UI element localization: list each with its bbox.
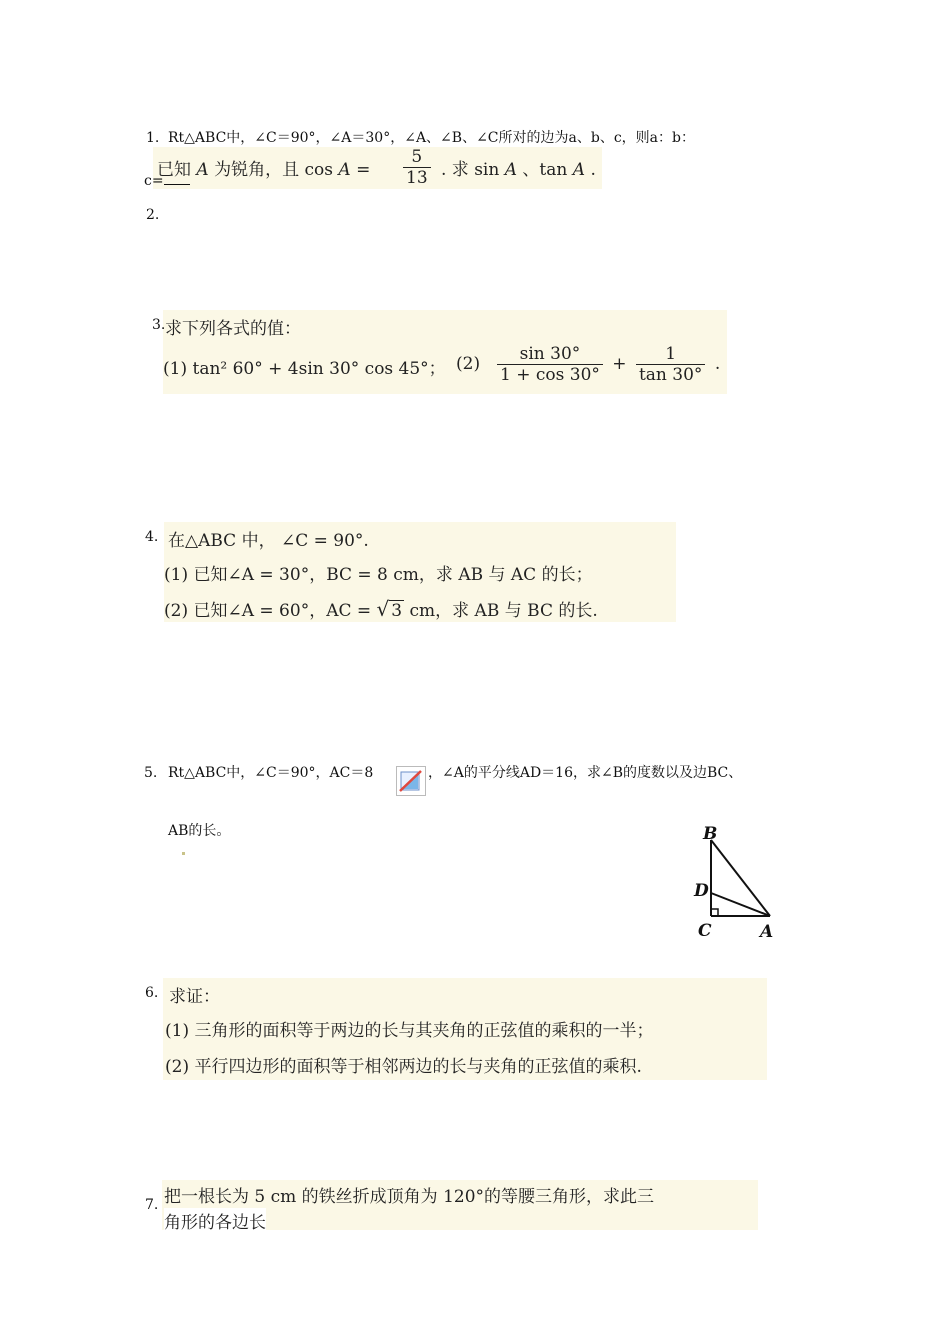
q1-var: A (196, 160, 209, 180)
q5-number: 5. (144, 765, 158, 781)
q1-scan-sep: 、tan (522, 160, 568, 180)
q6-number: 6. (145, 985, 159, 1001)
q6-line3: (2) 平行四边形的面积等于相邻两边的长与夹角的正弦值的乘积. (165, 1057, 642, 1077)
right-angle-mark (711, 909, 718, 916)
q7-number: 7. (145, 1197, 159, 1213)
q1-suffix: c= (144, 173, 164, 189)
q1-blank (164, 172, 190, 185)
q1-var: A (572, 160, 586, 180)
q1-answer (144, 172, 190, 190)
q1-scan-tail: . 求 sin (441, 160, 500, 180)
label-c: C (698, 921, 712, 941)
q3-fraction-1 (497, 344, 603, 385)
stray-dot (182, 852, 185, 855)
q3-f1-den: 1 + cos 30° (500, 365, 600, 385)
q6-scan (163, 978, 767, 1080)
triangle-figure (690, 822, 780, 944)
q1-text: Rt△ABC中，∠C＝90°，∠A＝30°，∠A、∠B、∠C所对的边为a、b、c，则a：b： (168, 130, 695, 146)
q4-line2: (1) 已知∠A = 30°，BC = 8 cm，求 AB 与 AC 的长； (164, 565, 593, 585)
q3-part2-label: (2) (456, 354, 481, 374)
q3-end: . (714, 354, 721, 374)
q1-var: A (338, 160, 351, 180)
q1-frac-num: 5 (403, 147, 431, 168)
q7-line2: 角形的各边长 (164, 1208, 266, 1233)
q3-f2-den: tan 30° (638, 365, 703, 385)
q3-f1-num: sin 30° (497, 344, 603, 365)
q4-line3: (2) 已知∠A = 60°，AC = √ 3 cm，求 AB 与 BC 的长. (164, 597, 598, 621)
label-a: A (760, 922, 774, 942)
q6-line1: 求证： (169, 987, 220, 1007)
q3-number: 3. (152, 317, 166, 333)
q5-text-a: Rt△ABC中，∠C＝90°，AC＝8 (168, 765, 374, 781)
q1-var: A (504, 160, 518, 180)
q7-scan (162, 1180, 758, 1233)
q1-scan-prefix: 已知 (157, 160, 191, 180)
q3-scan (163, 310, 727, 394)
q3-f2-num: 1 (636, 344, 705, 365)
q4-line3-b: cm，求 AB 与 BC 的长. (409, 601, 598, 621)
q3-fraction-2 (636, 344, 705, 385)
broken-image-icon (396, 766, 426, 796)
q4-sqrt: 3 (391, 601, 403, 621)
q4-number: 4. (145, 529, 159, 545)
q4-line1: 在△ABC 中， ∠C = 90°. (168, 531, 369, 551)
label-d: D (694, 881, 709, 901)
q1-number: 1. (146, 130, 160, 146)
q4-scan (164, 522, 676, 622)
q5-text-b: ，∠A的平分线AD＝16，求∠B的度数以及边BC、 (428, 765, 743, 781)
q3-plus: + (612, 354, 627, 374)
q5-text-c: AB的长。 (168, 823, 231, 839)
q3-part1: (1) tan² 60° + 4sin 30° cos 45°； (163, 359, 446, 379)
q1-scan-end: . (590, 160, 596, 180)
q1-eq: = (356, 160, 371, 180)
q2-number: 2. (146, 207, 160, 223)
q4-line3-a: (2) 已知∠A = 60°，AC = (164, 601, 372, 621)
q3-title: 求下列各式的值： (165, 319, 301, 339)
q1-fraction (403, 147, 431, 188)
q1-scan (153, 147, 602, 189)
q7-line1: 把一根长为 5 cm 的铁丝折成顶角为 120°的等腰三角形，求此三 (164, 1187, 655, 1207)
q6-line2: (1) 三角形的面积等于两边的长与其夹角的正弦值的乘积的一半； (165, 1021, 654, 1041)
q1-frac-den: 13 (406, 168, 428, 188)
q1-scan-mid: 为锐角，且 cos (214, 160, 333, 180)
label-b: B (703, 824, 718, 844)
